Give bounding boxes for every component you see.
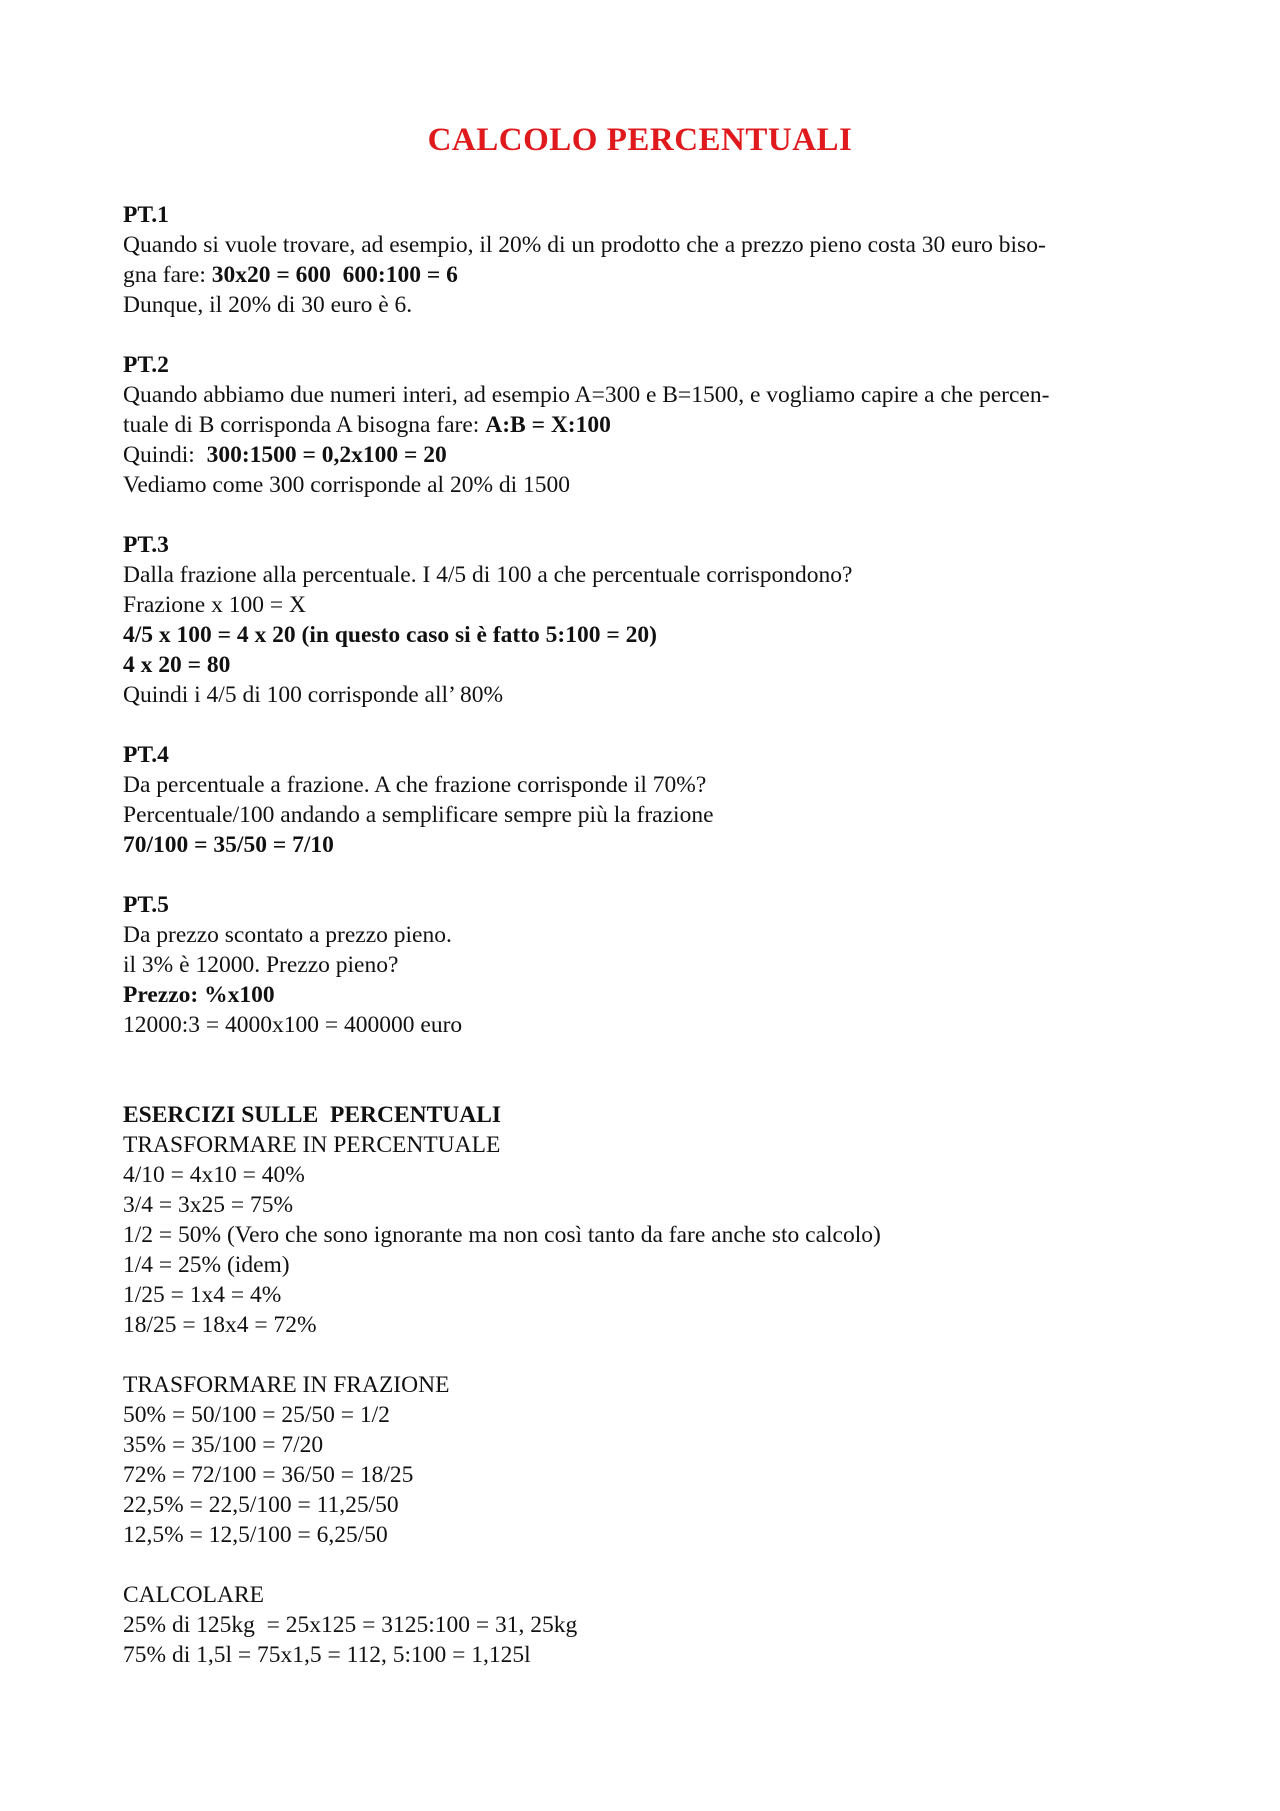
formula: 4 x 20 = 80 [123,652,231,678]
paragraph-line [123,260,1163,290]
exercise-line: 35% = 35/100 = 7/20 [123,1432,324,1458]
section-pt5 [123,890,1163,1040]
section-pt2 [123,350,1163,500]
paragraph-line: Percentuale/100 andando a semplificare sempre più la frazione [123,802,714,828]
exercise-line: 1/2 = 50% (Vero che sono ignorante ma non così tanto da fare anche sto calcolo) [123,1222,881,1248]
paragraph-line: Da prezzo scontato a prezzo pieno. [123,922,452,948]
section-heading: PT.3 [123,532,169,558]
section-heading: PT.5 [123,892,169,918]
exercise-line: 22,5% = 22,5/100 = 11,25/50 [123,1492,399,1518]
paragraph-line: 12000:3 = 4000x100 = 400000 euro [123,1012,463,1038]
paragraph-line: Quindi i 4/5 di 100 corrisponde all’ 80% [123,682,504,708]
section-pt4 [123,740,1163,860]
subsection-heading: CALCOLARE [123,1582,264,1608]
formula: 70/100 = 35/50 = 7/10 [123,832,334,858]
paragraph-line [123,440,1163,470]
exercise-line: 3/4 = 3x25 = 75% [123,1192,294,1218]
subsection-heading: TRASFORMARE IN PERCENTUALE [123,1132,501,1158]
formula: A:B = X:100 [485,412,611,438]
paragraph-line: Dunque, il 20% di 30 euro è 6. [123,292,413,318]
paragraph-line: Frazione x 100 = X [123,592,306,618]
text-run: Quindi: [123,442,207,468]
paragraph-line: il 3% è 12000. Prezzo pieno? [123,952,399,978]
section-heading: ESERCIZI SULLE PERCENTUALI [123,1102,502,1128]
exercise-line: 25% di 125kg = 25x125 = 3125:100 = 31, 25kg [123,1612,578,1638]
text-run: tuale di B corrisponda A bisogna fare: [123,412,486,438]
exercise-line: 75% di 1,5l = 75x1,5 = 112, 5:100 = 1,125l [123,1642,531,1668]
paragraph-line: Quando abbiamo due numeri interi, ad esempio A=300 e B=1500, e vogliamo capire a che percen- [123,382,1050,408]
exercise-line: 1/4 = 25% (idem) [123,1252,290,1278]
section-heading: PT.2 [123,352,169,378]
subsection-heading: TRASFORMARE IN FRAZIONE [123,1372,450,1398]
paragraph-line: Vediamo come 300 corrisponde al 20% di 1500 [123,472,571,498]
text-run: gna fare: [123,262,212,288]
exercise-line: 1/25 = 1x4 = 4% [123,1282,282,1308]
section-exercises [123,1100,1163,1670]
formula: 30x20 = 600 600:100 = 6 [211,262,458,288]
paragraph-line: Dalla frazione alla percentuale. I 4/5 di 100 a che percentuale corrispondono? [123,562,853,588]
document-body [123,200,1163,1670]
formula: 4/5 x 100 = 4 x 20 (in questo caso si è fatto 5:100 = 20) [123,622,657,648]
exercise-line: 72% = 72/100 = 36/50 = 18/25 [123,1462,414,1488]
document-title: CALCOLO PERCENTUALI [427,122,853,158]
formula: 300:1500 = 0,2x100 = 20 [206,442,447,468]
section-heading: PT.1 [123,202,169,228]
paragraph-line [123,410,1163,440]
exercise-line: 12,5% = 12,5/100 = 6,25/50 [123,1522,388,1548]
section-pt3 [123,530,1163,710]
formula: Prezzo: %x100 [123,982,275,1008]
section-heading: PT.4 [123,742,169,768]
section-pt1 [123,200,1163,320]
paragraph-line: Da percentuale a frazione. A che frazione corrisponde il 70%? [123,772,707,798]
exercise-line: 50% = 50/100 = 25/50 = 1/2 [123,1402,390,1428]
exercise-line: 4/10 = 4x10 = 40% [123,1162,305,1188]
paragraph-line: Quando si vuole trovare, ad esempio, il 20% di un prodotto che a prezzo pieno costa 30 euro biso- [123,232,1046,258]
exercise-line: 18/25 = 18x4 = 72% [123,1312,317,1338]
